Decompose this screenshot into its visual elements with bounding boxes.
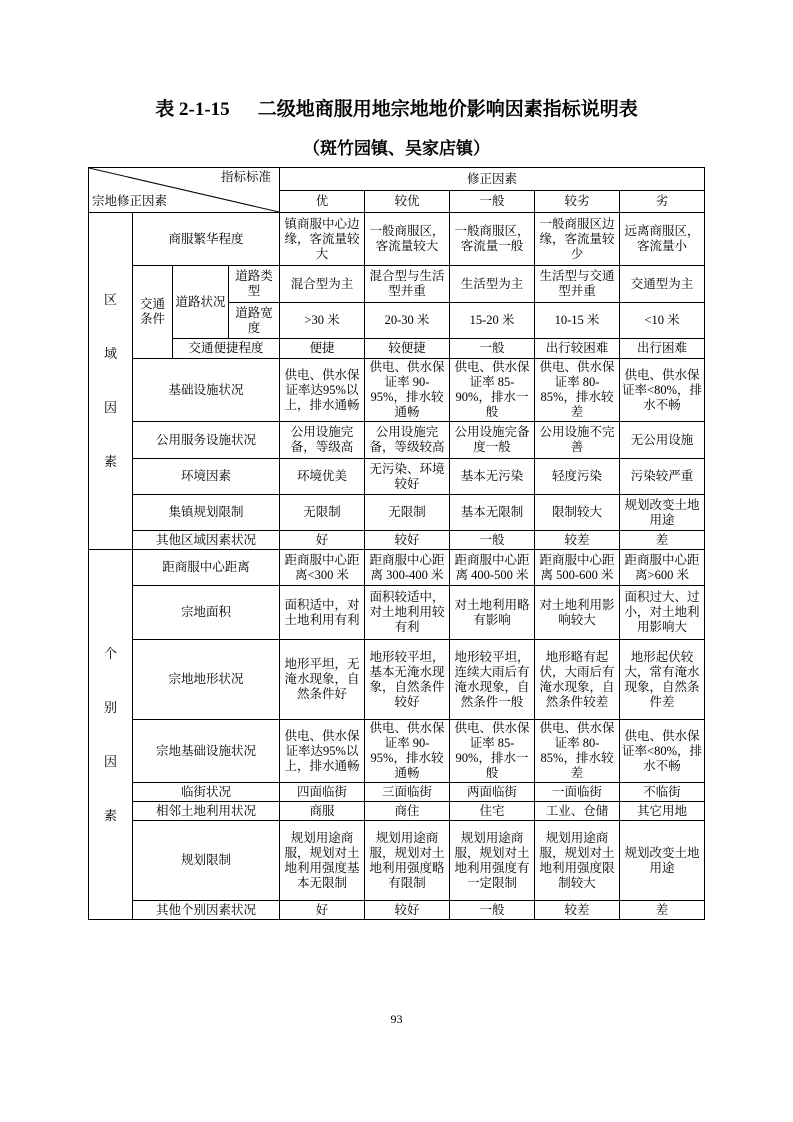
value-cell: 供电、供水保证率 85-90%，排水一般: [450, 720, 535, 783]
value-cell: 规划改变土地用途: [620, 821, 705, 901]
grade-header-fairly-poor: 较劣: [535, 191, 620, 213]
value-cell: 距商服中心距离<300 米: [280, 550, 365, 586]
value-cell: 无限制: [365, 495, 450, 531]
factor-name-cell: 商服繁华程度: [133, 213, 280, 266]
value-cell: 规划用途商服，规划对土地利用强度基本无限制: [280, 821, 365, 901]
value-cell: 供电、供水保证率 90-95%，排水较通畅: [365, 359, 450, 422]
value-cell: 出行较困难: [535, 339, 620, 359]
value-cell: 混合型为主: [280, 266, 365, 303]
value-cell: 三面临街: [365, 783, 450, 802]
title-text: 二级地商服用地宗地地价影响因素指标说明表: [257, 99, 638, 120]
value-cell: 供电、供水保证率达95%以上，排水通畅: [280, 359, 365, 422]
value-cell: 商住: [365, 802, 450, 821]
indicator-standard-label: 指标标准: [220, 170, 271, 184]
value-cell: 距商服中心距离>600 米: [620, 550, 705, 586]
value-cell: 公用设施完备，等级高: [280, 422, 365, 459]
value-cell: 供电、供水保证率 80-85%，排水较差: [535, 359, 620, 422]
factor-name-cell: 交通便捷程度: [173, 339, 280, 359]
value-cell: 面积适中，对土地利用有利: [280, 586, 365, 640]
value-cell: 地形较平坦，连续大雨后有淹水现象，自然条件一般: [450, 640, 535, 720]
value-cell: 污染较严重: [620, 459, 705, 495]
factor-subgroup-cell: 道路状况: [173, 266, 229, 339]
factor-name-cell: 宗地面积: [133, 586, 280, 640]
value-cell: 差: [620, 531, 705, 550]
table-number-label: 表 2-1-15: [155, 99, 230, 120]
value-cell: 公用设施完备度一般: [450, 422, 535, 459]
value-cell: 供电、供水保证率达95%以上，排水通畅: [280, 720, 365, 783]
grade-header-fairly-good: 较优: [365, 191, 450, 213]
value-cell: 规划改变土地用途: [620, 495, 705, 531]
value-cell: 地形起伏较大，常有淹水现象，自然条件差: [620, 640, 705, 720]
value-cell: 其它用地: [620, 802, 705, 821]
grade-header-excellent: 优: [280, 191, 365, 213]
value-cell: 供电、供水保证率 80-85%，排水较差: [535, 720, 620, 783]
value-cell: 供电、供水保证率 85-90%，排水一般: [450, 359, 535, 422]
value-cell: 供电、供水保证率<80%，排水不畅: [620, 720, 705, 783]
factor-group-cell: 交通条件: [133, 266, 173, 359]
value-cell: 混合型与生活型并重: [365, 266, 450, 303]
value-cell: 较差: [535, 901, 620, 920]
factor-name-cell: 道路类型: [229, 266, 280, 303]
value-cell: 交通型为主: [620, 266, 705, 303]
value-cell: 镇商服中心边缘，客流量较大: [280, 213, 365, 266]
factor-name-cell: 宗地基础设施状况: [133, 720, 280, 783]
factor-name-cell: 道路宽度: [229, 303, 280, 339]
value-cell: 一般: [450, 531, 535, 550]
value-cell: >30 米: [280, 303, 365, 339]
value-cell: 地形较平坦，基本无淹水现象，自然条件较好: [365, 640, 450, 720]
value-cell: 基本无污染: [450, 459, 535, 495]
section-label-regional: 区域因素: [89, 213, 133, 550]
value-cell: 公用设施不完善: [535, 422, 620, 459]
value-cell: 生活型为主: [450, 266, 535, 303]
value-cell: 一般商服区，客流量一般: [450, 213, 535, 266]
value-cell: 便捷: [280, 339, 365, 359]
value-cell: 无公用设施: [620, 422, 705, 459]
value-cell: 基本无限制: [450, 495, 535, 531]
factor-name-cell: 集镇规划限制: [133, 495, 280, 531]
value-cell: 无污染、环境较好: [365, 459, 450, 495]
value-cell: 轻度污染: [535, 459, 620, 495]
value-cell: 规划用途商服，规划对土地利用强度有一定限制: [450, 821, 535, 901]
page-title: [0, 96, 793, 124]
value-cell: 一面临街: [535, 783, 620, 802]
value-cell: 地形略有起伏，大雨后有淹水现象，自然条件较差: [535, 640, 620, 720]
value-cell: 工业、仓储: [535, 802, 620, 821]
value-cell: 对土地利用影响较大: [535, 586, 620, 640]
value-cell: 面积过大、过小，对土地利用影响大: [620, 586, 705, 640]
value-cell: 供电、供水保证率 90-95%，排水较通畅: [365, 720, 450, 783]
value-cell: 较好: [365, 901, 450, 920]
value-cell: 好: [280, 901, 365, 920]
value-cell: 出行困难: [620, 339, 705, 359]
value-cell: 公用设施完备，等级较高: [365, 422, 450, 459]
value-cell: 一般: [450, 339, 535, 359]
factor-name-cell: 公用服务设施状况: [133, 422, 280, 459]
value-cell: 规划用途商服，规划对土地利用强度略有限制: [365, 821, 450, 901]
value-cell: 20-30 米: [365, 303, 450, 339]
value-cell: 较差: [535, 531, 620, 550]
corner-cell: [89, 168, 280, 213]
value-cell: 两面临街: [450, 783, 535, 802]
factor-name-cell: 其他个别因素状况: [133, 901, 280, 920]
value-cell: 较好: [365, 531, 450, 550]
grade-header-poor: 劣: [620, 191, 705, 213]
correction-factors-header: 修正因素: [280, 168, 705, 191]
factor-table: [88, 167, 705, 920]
value-cell: 对土地利用略有影响: [450, 586, 535, 640]
value-cell: 距商服中心距离 400-500 米: [450, 550, 535, 586]
value-cell: <10 米: [620, 303, 705, 339]
value-cell: 一般: [450, 901, 535, 920]
factor-name-cell: 其他区域因素状况: [133, 531, 280, 550]
value-cell: 环境优美: [280, 459, 365, 495]
value-cell: 一般商服区，客流量较大: [365, 213, 450, 266]
factor-name-cell: 宗地地形状况: [133, 640, 280, 720]
value-cell: 规划用途商服，规划对土地利用强度限制较大: [535, 821, 620, 901]
grade-header-average: 一般: [450, 191, 535, 213]
value-cell: 生活型与交通型并重: [535, 266, 620, 303]
value-cell: 供电、供水保证率<80%，排水不畅: [620, 359, 705, 422]
value-cell: 四面临街: [280, 783, 365, 802]
value-cell: 不临街: [620, 783, 705, 802]
value-cell: 好: [280, 531, 365, 550]
factor-name-cell: 基础设施状况: [133, 359, 280, 422]
value-cell: 限制较大: [535, 495, 620, 531]
value-cell: 面积较适中，对土地利用较有利: [365, 586, 450, 640]
page-subtitle: （斑竹园镇、吴家店镇）: [303, 139, 490, 158]
page-number: 93: [390, 1012, 403, 1026]
value-cell: 距商服中心距离 500-600 米: [535, 550, 620, 586]
factor-name-cell: 相邻土地利用状况: [133, 802, 280, 821]
factor-name-cell: 距商服中心距离: [133, 550, 280, 586]
value-cell: 一般商服区边缘，客流量较少: [535, 213, 620, 266]
factor-name-cell: 临街状况: [133, 783, 280, 802]
value-cell: 商服: [280, 802, 365, 821]
value-cell: 10-15 米: [535, 303, 620, 339]
value-cell: 地形平坦，无淹水现象，自然条件好: [280, 640, 365, 720]
factor-name-cell: 环境因素: [133, 459, 280, 495]
parcel-correction-label: 宗地修正因素: [92, 194, 168, 208]
factor-name-cell: 规划限制: [133, 821, 280, 901]
value-cell: 远离商服区，客流量小: [620, 213, 705, 266]
value-cell: 距商服中心距离 300-400 米: [365, 550, 450, 586]
value-cell: 较便捷: [365, 339, 450, 359]
value-cell: 差: [620, 901, 705, 920]
value-cell: 15-20 米: [450, 303, 535, 339]
section-label-individual: 个别因素: [89, 550, 133, 920]
value-cell: 无限制: [280, 495, 365, 531]
value-cell: 住宅: [450, 802, 535, 821]
